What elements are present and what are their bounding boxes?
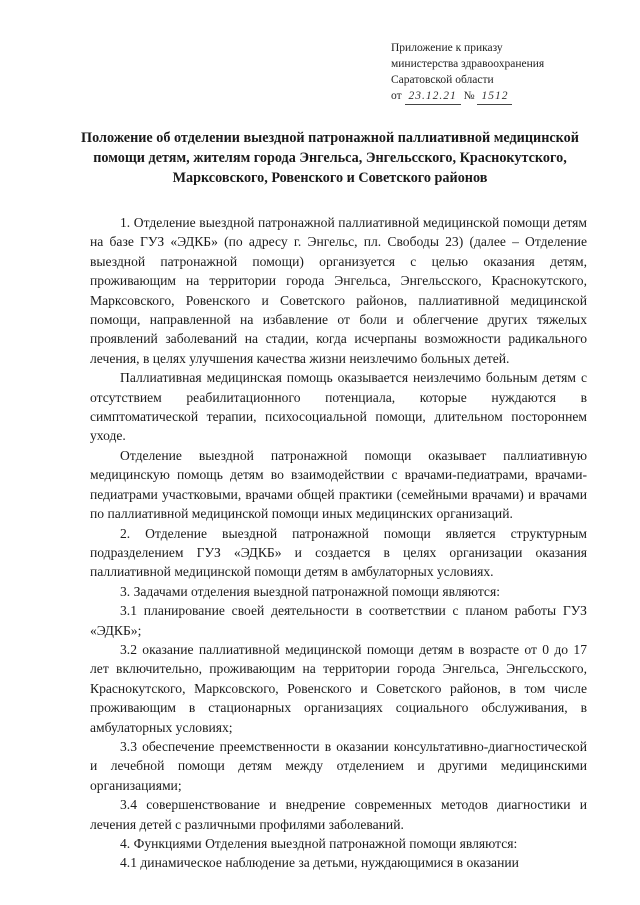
paragraph: 4. Функциями Отделения выездной патронажной помощи являются: [120,836,518,851]
paragraph: Отделение выездной патронажной помощи оказывает паллиативную медицинскую помощь детям во взаимодействии с врачами-педиатрами, врачами-педиатрами участковыми, врачами общей практики (семейными врачами) и врачами по паллиативной медицинской помощи иных медицинских организаций. [90,447,587,522]
paragraph: 4.1 динамическое наблюдение за детьми, нуждающимися в оказании [120,855,519,871]
paragraph: 1. Отделение выездной патронажной паллиативной медицинской помощи детям на базе ГУЗ «ЭДКБ» (по адресу г. Энгельс, пл. Свободы 23) (далее – Отделение выездной патронажной помощи) организуется с целью оказания детям, проживающим на территории города Энгельса, Энгельсского, Краснокутского, Марксовского, Ровенского и Советского районов, паллиативной медицинской помощи, направленной на избавление от боли и облегчение других тяжелых проявлений заболеваний на стадии, когда исчерпаны возможности радикального лечения, в целях улучшения качества жизни неизлечимо больных детей. [90,215,587,366]
document-body [90,213,587,873]
paragraph: 3. Задачами отделения выездной патронажной помощи являются: [120,583,501,599]
document-title: Положение об отделении выездной патронажной паллиативной медицинской помощи детям, жителям города Энгельса, Энгельсского, Краснокутского, Марксовского, Ровенского и Советского районов [81,130,579,186]
from-label: от [391,90,402,102]
order-date: 23.12.21 [405,88,461,105]
paragraph: 3.4 совершенствование и внедрение современных методов диагностики и лечения детей с различными профилями заболеваний. [90,797,587,832]
appendix-line-1: Приложение к приказу [391,42,503,54]
appendix-date-line [391,88,544,105]
appendix-header [391,40,544,105]
paragraph: Паллиативная медицинская помощь оказывается неизлечимо больным детям с отсутствием реабилитационного потенциала, которые нуждаются в симптоматической терапии, психосоциальной помощи, длительном постороннем уходе. [90,370,587,444]
number-label: № [463,90,475,102]
paragraph: 2. Отделение выездной патронажной помощи является структурным подразделением ГУЗ «ЭДКБ» и создается в целях организации оказания паллиативной медицинской помощи детям в амбулаторных условиях. [90,525,587,580]
appendix-line-3: Саратовской области [391,74,494,86]
order-number: 1512 [477,88,512,105]
paragraph: 3.2 оказание паллиативной медицинской помощи детям в возрасте от 0 до 17 лет включительно, проживающим на территории города Энгельса, Энгельсского, Краснокутского, Марксовского, Ровенского и Советского районов, в том числе проживающим в стационарных организациях социального обслуживания, в амбулаторных условиях; [90,641,587,735]
paragraph: 3.3 обеспечение преемственности в оказании консультативно-диагностической и лечебной помощи детям между отделением и другими медицинскими организациями; [90,738,587,793]
appendix-line-2: министерства здравоохранения [391,58,545,70]
paragraph: 3.1 планирование своей деятельности в соответствии с планом работы ГУЗ «ЭДКБ»; [90,603,587,638]
